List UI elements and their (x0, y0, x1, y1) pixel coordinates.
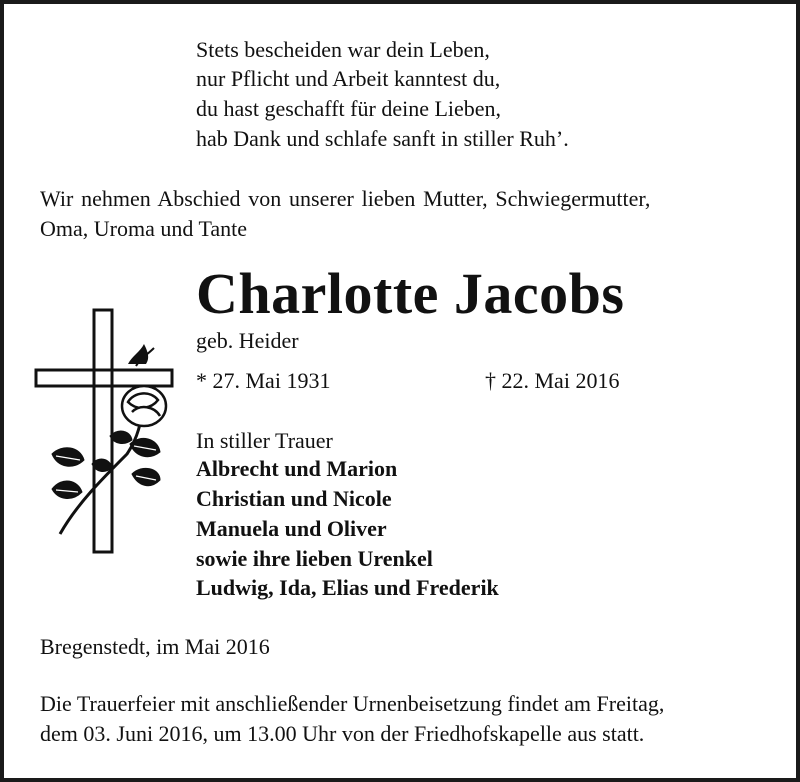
intro-line-1: Wir nehmen Abschied von unserer lieben Mutter, Schwiegermutter, (40, 186, 651, 211)
birth-date: * 27. Mai 1931 (196, 368, 331, 393)
poem-line-4: hab Dank und schlafe sanft in stiller Ruh’. (196, 126, 569, 151)
mourners-heading: In stiller Trauer (196, 428, 333, 453)
death-date: † 22. Mai 2016 (485, 368, 620, 393)
cross-with-rose-icon (32, 304, 182, 559)
mourner-line-2: Christian und Nicole (196, 486, 392, 511)
funeral-line-1: Die Trauerfeier mit anschließender Urnenbeisetzung findet am Freitag, (40, 691, 665, 716)
mourner-line-3: Manuela und Oliver (196, 516, 387, 541)
mourner-line-5: Ludwig, Ida, Elias und Frederik (196, 575, 499, 600)
deceased-name: Charlotte Jacobs (196, 261, 625, 326)
poem-line-1: Stets bescheiden war dein Leben, (196, 37, 490, 62)
place-date: Bregenstedt, im Mai 2016 (40, 634, 270, 659)
mourner-line-4: sowie ihre lieben Urenkel (196, 546, 433, 571)
maiden-name: geb. Heider (196, 328, 299, 353)
poem-line-2: nur Pflicht und Arbeit kanntest du, (196, 66, 501, 91)
intro-line-2: Oma, Uroma und Tante (40, 216, 248, 241)
poem-line-3: du hast geschafft für deine Lieben, (196, 96, 502, 121)
mourner-line-1: Albrecht und Marion (196, 456, 398, 481)
funeral-line-2: dem 03. Juni 2016, um 13.00 Uhr von der Friedhofskapelle aus statt. (40, 721, 645, 746)
